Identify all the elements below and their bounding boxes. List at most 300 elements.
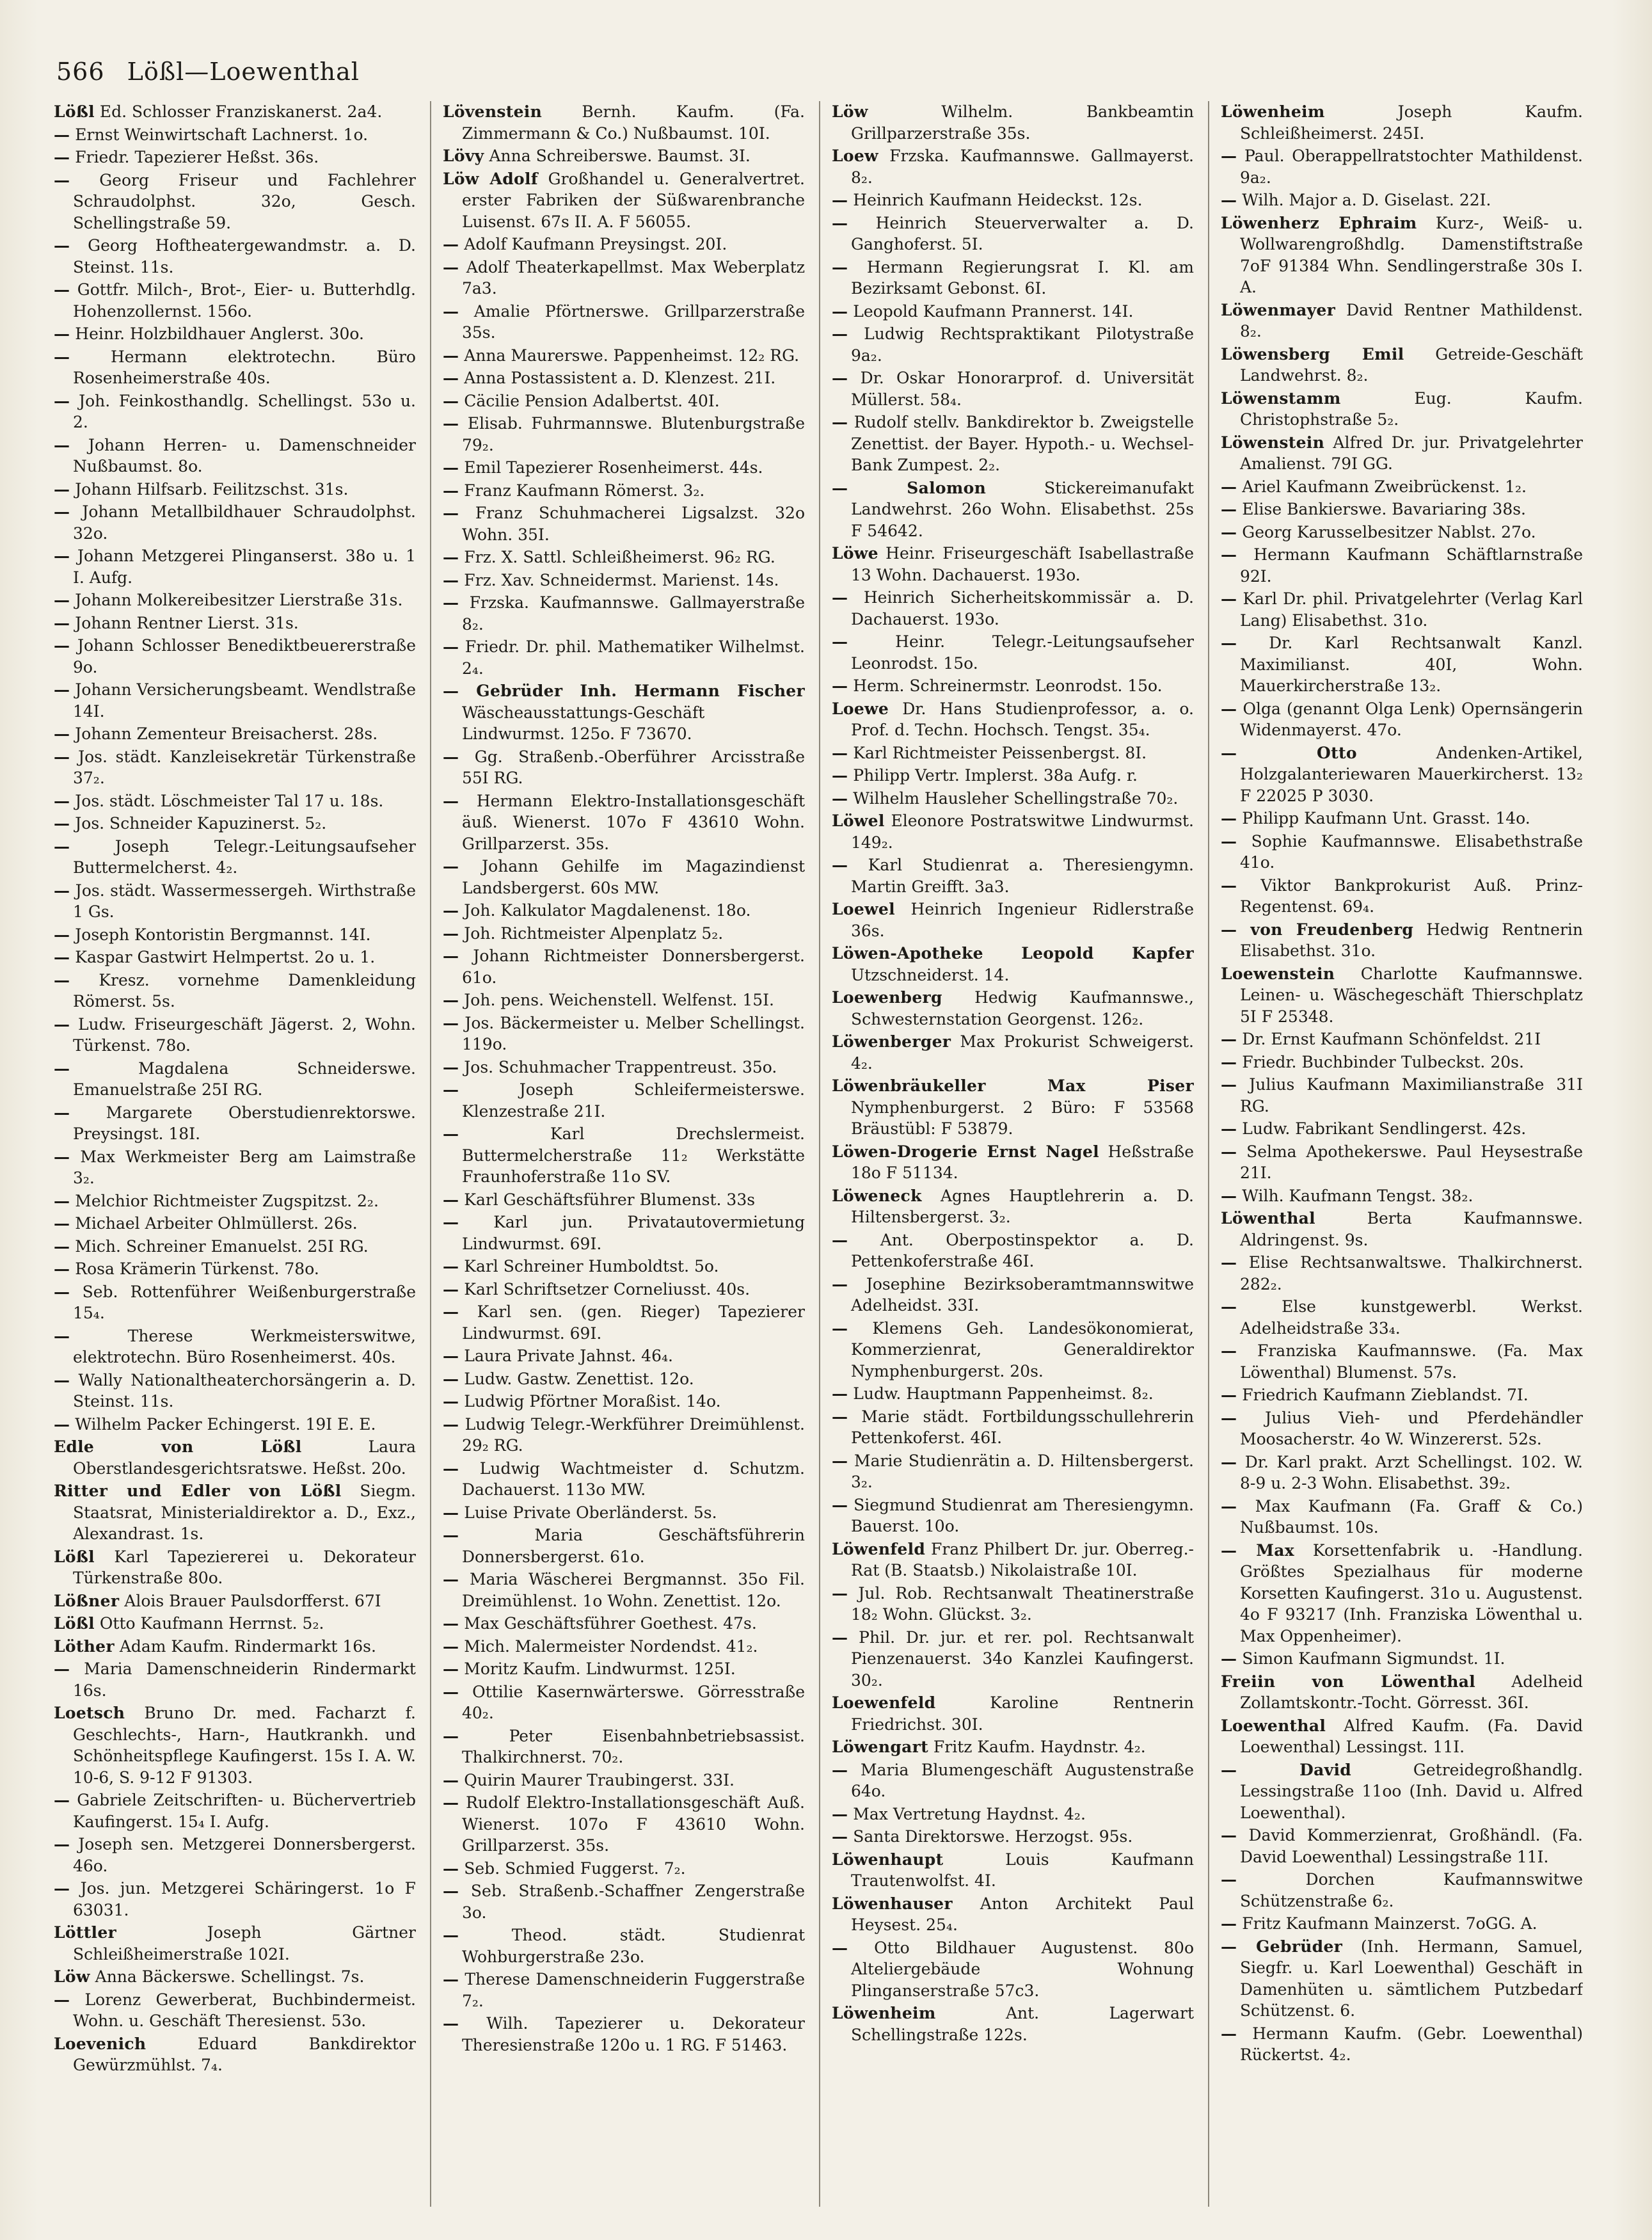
- entry-text: Joseph Gärtner Schleißheimerstraße 102I.: [73, 1923, 416, 1964]
- entry-text: Johann Versicherungsbeamt. Wendlstraße 14I.: [73, 680, 416, 721]
- directory-entry: [54, 1281, 416, 1324]
- entry-text: Friedrich Kaufmann Zieblandst. 7I.: [1242, 1386, 1529, 1404]
- directory-entry: [1221, 1074, 1583, 1117]
- entry-text: Elise Bankierswe. Bavariaring 38s.: [1242, 500, 1527, 518]
- directory-entry: [832, 212, 1194, 255]
- directory-entry: [1221, 1384, 1583, 1406]
- directory-entry: [54, 147, 416, 168]
- entry-heading: —: [54, 1879, 70, 1898]
- entry-heading: Loewenberg: [832, 988, 942, 1007]
- entry-heading: —: [832, 369, 848, 387]
- entry-text: Hermann Kaufmann Schäftlarnstraße 92I.: [1240, 545, 1583, 586]
- entry-text: Michael Arbeiter Ohlmüllerst. 26s.: [75, 1214, 358, 1233]
- entry-heading: — Gebrüder: [1221, 1937, 1343, 1956]
- directory-entry: [54, 1436, 416, 1479]
- directory-entry: [1221, 1715, 1583, 1758]
- entry-text: Louis Kaufmann Trautenwolfst. 4I.: [851, 1850, 1194, 1890]
- entry-text: Therese Werkmeisterswitwe, elektrotechn. Büro Rosenheimerst. 40s.: [73, 1326, 416, 1366]
- entry-text: Heinrich Ingenieur Ridlerstraße 36s.: [851, 900, 1194, 940]
- entry-text: Maria Wäscherei Bergmannst. 35o Fil. Dreimühlenst. 1o Wohn. Zenettist. 12o.: [462, 1570, 805, 1610]
- entry-heading: —: [54, 613, 70, 632]
- entry-heading: Löwengart: [832, 1738, 928, 1756]
- entry-text: Joseph Telegr.-Leitungsaufseher Buttermelcherst. 4₂.: [73, 836, 416, 877]
- entry-heading: Löw Adolf: [443, 169, 538, 188]
- entry-text: Margarete Oberstudienrektorswe. Preysingst. 18I.: [73, 1103, 416, 1143]
- entry-text: Siegm. Staatsrat, Ministerialdirektor a. D., Exz., Alexandrast. 1s.: [73, 1482, 416, 1543]
- directory-entry: [1221, 1759, 1583, 1824]
- entry-heading: —: [443, 1080, 459, 1099]
- entry-text: Berta Kaufmannswe. Aldringenst. 9s.: [1240, 1209, 1583, 1249]
- directory-entry: [54, 1613, 416, 1635]
- entry-text: Marie Studienrätin a. D. Hiltensbergerst. 3₂.: [851, 1451, 1194, 1491]
- entry-heading: —: [832, 1938, 848, 1957]
- entry-heading: —: [54, 1835, 70, 1853]
- directory-entry: [54, 1370, 416, 1412]
- directory-entry: [1221, 1913, 1583, 1935]
- directory-entry: [54, 746, 416, 789]
- running-head: Lößl—Loewenthal: [127, 58, 360, 86]
- directory-entry: [54, 1702, 416, 1788]
- directory-entry: [832, 1583, 1194, 1626]
- entry-text: Joseph Kontoristin Bergmannst. 14I.: [75, 925, 371, 944]
- directory-entry: [443, 1279, 805, 1300]
- entry-text: Andenken-Artikel, Holzgalanteriewaren Mauerkircherst. 13₂ F 22025 P 3030.: [1240, 743, 1583, 805]
- entry-text: Seb. Straßenb.-Schaffner Zengerstraße 3o.: [462, 1882, 805, 1922]
- directory-entry: [1221, 189, 1583, 211]
- directory-entry: [1221, 1825, 1583, 1868]
- entry-heading: —: [443, 1770, 459, 1789]
- entry-text: Josephine Bezirksoberamtmannswitwe Adelheidst. 33I.: [851, 1274, 1194, 1315]
- entry-text: Nymphenburgerst. 2 Büro: F 53568 Bräustübl: F 53879.: [851, 1098, 1194, 1138]
- entry-heading: Loewe: [832, 699, 889, 718]
- directory-entry: [1221, 1252, 1583, 1295]
- directory-entry: [54, 545, 416, 588]
- entry-heading: —: [832, 1804, 848, 1823]
- entry-text: Elisab. Fuhrmannswe. Blutenburgstraße 79₂.: [462, 414, 805, 454]
- entry-heading: —: [832, 1628, 848, 1647]
- directory-entry: [443, 390, 805, 412]
- entry-heading: —: [1221, 1386, 1237, 1404]
- entry-text: Eleonore Postratswitwe Lindwurmst. 149₂.: [851, 812, 1194, 852]
- entry-heading: —: [1221, 1075, 1237, 1094]
- directory-entry: [443, 1414, 805, 1457]
- directory-entry: [54, 1190, 416, 1212]
- entry-text: Adolf Theaterkapellmst. Max Weberplatz 7a3.: [462, 257, 805, 298]
- entry-heading: —: [832, 766, 848, 785]
- directory-entry: [443, 1880, 805, 1923]
- entry-heading: —: [832, 676, 848, 695]
- directory-entry: [1221, 831, 1583, 874]
- directory-entry: [443, 457, 805, 479]
- column-1: [54, 101, 416, 2226]
- directory-entry: [54, 1878, 416, 1921]
- directory-entry: [443, 1725, 805, 1768]
- entry-text: Jos. städt. Wassermessergeh. Wirthstraße 1 Gs.: [73, 881, 416, 921]
- entry-text: Alfred Dr. jur. Privatgelehrter Amalienst. 79I GG.: [1240, 433, 1583, 473]
- entry-text: Friedr. Buchbinder Tulbeckst. 20s.: [1242, 1052, 1524, 1071]
- entry-text: Santa Direktorswe. Herzogst. 95s.: [853, 1827, 1133, 1846]
- directory-entry: [1221, 2023, 1583, 2066]
- entry-heading: Löwenfeld: [832, 1539, 926, 1558]
- directory-entry: [1221, 1141, 1583, 1184]
- entry-heading: Loewenfeld: [832, 1693, 936, 1712]
- entry-text: Anna Postassistent a. D. Klenzest. 21I.: [464, 369, 776, 387]
- entry-text: Elise Rechtsanwaltswe. Thalkirchnerst. 282₂.: [1240, 1253, 1583, 1293]
- entry-heading: —: [1221, 1142, 1237, 1161]
- directory-entry: [443, 1123, 805, 1188]
- entry-heading: —: [443, 504, 459, 522]
- entry-text: Dr. Ernst Kaufmann Schönfeldst. 21I: [1242, 1030, 1541, 1048]
- directory-entry: [443, 301, 805, 344]
- directory-entry: [832, 899, 1194, 941]
- entry-heading: —: [443, 593, 459, 612]
- directory-entry: [54, 790, 416, 812]
- entry-text: Frz. Xav. Schneidermst. Marienst. 14s.: [464, 570, 779, 589]
- entry-heading: —: [443, 1190, 459, 1209]
- entry-text: Jos. jun. Metzgerei Schäringerst. 1o F 63031.: [73, 1879, 416, 1919]
- entry-heading: —: [1221, 1030, 1237, 1048]
- entry-heading: Loetsch: [54, 1704, 125, 1722]
- directory-entry: [1221, 632, 1583, 697]
- entry-heading: —: [832, 788, 848, 808]
- entry-text: Kaspar Gastwirt Helmpertst. 2o u. 1.: [75, 948, 376, 966]
- entry-text: Gg. Straßenb.-Oberführer Arcisstraße 55I RG.: [462, 747, 805, 787]
- entry-heading: Lövenstein: [443, 102, 543, 121]
- entry-heading: —: [832, 1384, 848, 1403]
- directory-entry: [1221, 919, 1583, 962]
- entry-heading: Löwenheim: [1221, 102, 1325, 121]
- entry-text: Rosa Krämerin Türkenst. 78o.: [75, 1260, 319, 1278]
- entry-text: Max Vertretung Haydnst. 4₂.: [853, 1804, 1086, 1823]
- entry-heading: —: [1221, 809, 1237, 828]
- entry-text: Melchior Richtmeister Zugspitzst. 2₂.: [75, 1191, 379, 1210]
- entry-text: Hermann elektrotechn. Büro Rosenheimerstraße 40s.: [73, 347, 416, 387]
- entry-text: Ludw. Fabrikant Sendlingerst. 42s.: [1242, 1119, 1527, 1138]
- directory-entry: [54, 1789, 416, 1832]
- entry-heading: —: [1221, 2024, 1237, 2043]
- entry-text: Maria Damenschneiderin Rindermarkt 16s.: [73, 1660, 416, 1700]
- entry-heading: —: [832, 324, 848, 343]
- entry-heading: —: [54, 814, 70, 833]
- directory-entry: [832, 477, 1194, 542]
- entry-text: Wally Nationaltheaterchorsängerin a. D. Steinst. 11s.: [73, 1370, 416, 1411]
- entry-text: Marie städt. Fortbildungsschullehrerin Pettenkoferst. 46I.: [851, 1407, 1194, 1447]
- entry-text: Adam Kaufm. Rindermarkt 16s.: [119, 1636, 376, 1656]
- entry-heading: Lößl: [54, 1614, 95, 1633]
- directory-entry: [54, 723, 416, 745]
- entry-heading: —: [832, 191, 848, 209]
- entry-text: Theod. städt. Studienrat Wohburgerstraße 23o.: [462, 1926, 805, 1966]
- directory-entry: [54, 1058, 416, 1101]
- entry-heading: Löwen-Apotheke Leopold Kapfer: [832, 944, 1194, 963]
- directory-entry: [832, 1274, 1194, 1316]
- directory-entry: [832, 854, 1194, 897]
- entry-text: Joseph Schleifermeisterswe. Klenzestraße 21I.: [462, 1080, 805, 1121]
- entry-text: Maria Blumengeschäft Augustenstraße 64o.: [851, 1760, 1194, 1800]
- entry-text: Heinr. Friseurgeschäft Isabellastraße 13 Wohn. Dachauerst. 193o.: [851, 544, 1194, 584]
- entry-heading: —: [832, 743, 848, 762]
- entry-text: Adelheid Zollamtskontr.-Tocht. Görresst. 36I.: [1240, 1672, 1583, 1712]
- directory-entry: [1221, 1540, 1583, 1647]
- entry-text: Stickereimanufakt Landwehrst. 26o Wohn. Elisabethst. 25s F 54642.: [851, 478, 1194, 540]
- directory-entry: [54, 1590, 416, 1612]
- directory-entry: [1221, 963, 1583, 1028]
- directory-entry: [443, 1012, 805, 1055]
- directory-entry: [832, 788, 1194, 810]
- entry-text: Max Kaufmann (Fa. Graff & Co.) Nußbaumst. 10s.: [1240, 1496, 1583, 1537]
- entry-heading: —: [54, 1791, 70, 1809]
- entry-heading: —: [832, 301, 848, 321]
- entry-text: Jos. Schneider Kapuzinerst. 5₂.: [75, 814, 327, 833]
- entry-heading: Löwenmayer: [1221, 300, 1336, 319]
- directory-entry: [1221, 588, 1583, 631]
- entry-text: Karl Tapeziererei u. Dekorateur Türkenstraße 80o.: [73, 1547, 416, 1587]
- entry-text: Paul. Oberappellratstochter Mathildenst. 9a₂.: [1240, 147, 1583, 187]
- directory-entry: [1221, 1496, 1583, 1539]
- entry-text: Wilhelm Packer Echingerst. 19I E. E.: [75, 1414, 376, 1434]
- entry-heading: —: [1221, 634, 1237, 652]
- directory-entry: [832, 698, 1194, 741]
- directory-entry: [54, 279, 416, 322]
- directory-entry: [1221, 1936, 1583, 2022]
- entry-text: Frz. X. Sattl. Schleißheimerst. 96₂ RG.: [464, 548, 775, 566]
- entry-heading: —: [443, 481, 459, 500]
- entry-heading: Loewenthal: [1221, 1716, 1326, 1735]
- entry-text: Joh. Kalkulator Magdalenenst. 18o.: [464, 901, 751, 920]
- directory-entry: [443, 480, 805, 502]
- entry-text: Hedwig Rentnerin Elisabethst. 31o.: [1240, 920, 1583, 960]
- directory-entry: [1221, 388, 1583, 431]
- entry-text: Johann Gehilfe im Magazindienst Landsbergerst. 60s MW.: [462, 857, 805, 897]
- entry-text: Max Geschäftsführer Goethest. 47s.: [464, 1614, 757, 1633]
- entry-heading: Löwenstein: [1221, 433, 1325, 452]
- entry-text: Jos. Bäckermeister u. Melber Schellingst. 119o.: [462, 1013, 805, 1053]
- entry-heading: —: [443, 1636, 459, 1656]
- directory-entry: [1221, 1648, 1583, 1670]
- entry-heading: —: [54, 479, 70, 499]
- directory-entry: [443, 1658, 805, 1680]
- entry-text: Jos. Schuhmacher Trappentreust. 35o.: [464, 1057, 777, 1076]
- entry-heading: Löw: [832, 102, 868, 121]
- directory-entry: [443, 1569, 805, 1612]
- entry-heading: — Gebrüder Inh. Hermann Fischer: [443, 682, 805, 700]
- entry-heading: Lövy: [443, 147, 484, 165]
- entry-text: Joh. pens. Weichenstell. Welfenst. 15I.: [464, 991, 774, 1009]
- entry-heading: —: [443, 1057, 459, 1076]
- entry-text: Quirin Maurer Traubingerst. 33I.: [464, 1770, 735, 1789]
- entry-heading: Edle von Lößl: [54, 1437, 302, 1456]
- entry-text: Dr. Oskar Honorarprof. d. Universität Müllerst. 58₄.: [851, 369, 1194, 409]
- directory-entry: [54, 1834, 416, 1876]
- directory-entry: [54, 679, 416, 722]
- entry-text: Franziska Kaufmannswe. (Fa. Max Löwenthal) Blumenst. 57s.: [1240, 1341, 1583, 1382]
- directory-entry: [54, 1325, 416, 1368]
- directory-entry: [1221, 1671, 1583, 1714]
- entry-text: Alfred Kaufm. (Fa. David Loewenthal) Lessingst. 11I.: [1240, 1716, 1583, 1756]
- entry-text: Wilhelm. Bankbeamtin Grillparzerstraße 35s.: [851, 102, 1194, 143]
- entry-text: Selma Apothekerswe. Paul Heysestraße 21I.: [1240, 1142, 1583, 1182]
- entry-text: Johann Herren- u. Damenschneider Nußbaumst. 8o.: [73, 435, 416, 476]
- entry-heading: Löttler: [54, 1923, 117, 1942]
- entry-text: Else kunstgewerbl. Werkst. Adelheidstraße 33₄.: [1240, 1297, 1583, 1338]
- entry-text: Max Prokurist Schweigerst. 4₂.: [851, 1032, 1194, 1073]
- entry-heading: —: [1221, 1408, 1237, 1427]
- entry-heading: —: [1221, 1826, 1237, 1844]
- entry-heading: —: [832, 856, 848, 874]
- entry-heading: —: [54, 435, 70, 454]
- entry-text: Johann Metallbildhauer Schraudolphst. 32o.: [73, 502, 416, 543]
- directory-entry: [443, 1524, 805, 1567]
- directory-entry: [832, 742, 1194, 764]
- entry-text: Ludw. Hauptmann Pappenheimst. 8₂.: [853, 1384, 1154, 1403]
- directory-entry: [54, 813, 416, 835]
- entry-heading: —: [54, 1014, 70, 1034]
- entry-heading: Löwenthal: [1221, 1209, 1315, 1228]
- entry-heading: —: [1221, 545, 1237, 564]
- entry-heading: —: [54, 391, 70, 410]
- entry-heading: —: [443, 857, 459, 876]
- column-4: [1221, 101, 1583, 2226]
- entry-heading: —: [54, 125, 70, 144]
- entry-heading: —: [54, 1414, 70, 1434]
- entry-heading: —: [443, 1682, 459, 1701]
- directory-entry: [443, 1858, 805, 1880]
- entry-heading: —: [832, 1827, 848, 1846]
- entry-text: Wilh. Major a. D. Giselast. 22I.: [1242, 191, 1491, 209]
- directory-entry: [832, 323, 1194, 366]
- entry-text: Joseph Kaufm. Schleißheimerst. 245I.: [1240, 102, 1583, 143]
- directory-entry: [54, 2033, 416, 2076]
- entry-text: Frzska. Kaufmannswe. Gallmayerst. 8₂.: [851, 147, 1194, 187]
- entry-heading: Loewenstein: [1221, 964, 1335, 983]
- entry-heading: —: [443, 1347, 459, 1365]
- entry-text: Herm. Schreinermstr. Leonrodst. 15o.: [853, 676, 1163, 695]
- entry-heading: Löwen-Drogerie Ernst Nagel: [832, 1142, 1099, 1161]
- directory-entry: [54, 880, 416, 923]
- entry-heading: —: [54, 1103, 70, 1122]
- directory-entry: [443, 413, 805, 456]
- entry-text: Johann Hilfsarb. Feilitzschst. 31s.: [75, 479, 349, 499]
- entry-text: Therese Damenschneiderin Fuggerstraße 7₂.: [462, 1970, 805, 2010]
- entry-heading: —: [54, 1059, 70, 1078]
- entry-text: Sophie Kaufmannswe. Elisabethstraße 41o.: [1240, 831, 1583, 872]
- entry-text: Joseph sen. Metzgerei Donnersbergerst. 46o.: [73, 1835, 416, 1875]
- entry-text: Friedr. Dr. phil. Mathematiker Wilhelmst. 2₄.: [462, 637, 805, 678]
- directory-entry: [832, 1937, 1194, 2002]
- directory-entry: [443, 636, 805, 679]
- directory-entry: [54, 1146, 416, 1189]
- entry-heading: —: [54, 925, 70, 944]
- entry-heading: —: [1221, 522, 1237, 541]
- entry-heading: —: [1221, 699, 1237, 718]
- directory-entry: [443, 680, 805, 745]
- entry-heading: —: [443, 1414, 459, 1434]
- directory-entry: [832, 412, 1194, 476]
- entry-text: Karl Schriftsetzer Corneliusst. 40s.: [464, 1279, 751, 1299]
- directory-entry: [443, 1368, 805, 1390]
- entry-heading: —: [443, 1124, 459, 1143]
- entry-heading: —: [54, 1660, 70, 1678]
- directory-entry: [832, 631, 1194, 674]
- directory-entry: [832, 301, 1194, 323]
- entry-heading: — von Freudenberg: [1221, 920, 1414, 939]
- entry-text: Karl Dr. phil. Privatgelehrter (Verlag Karl Lang) Elisabethst. 31o.: [1240, 589, 1583, 630]
- entry-text: Ludwig Wachtmeister d. Schutzm. Dachauerst. 113o MW.: [462, 1459, 805, 1499]
- entry-text: Ludwig Rechtspraktikant Pilotystraße 9a₂.: [851, 324, 1194, 365]
- directory-entry: [54, 1258, 416, 1280]
- entry-text: Johann Metzgerei Plinganserst. 38o u. 1 I. Aufg.: [73, 547, 416, 587]
- directory-entry: [1221, 212, 1583, 298]
- directory-entry: [443, 1792, 805, 1857]
- entry-text: Karl Studienrat a. Theresiengymn. Martin Greifft. 3a3.: [851, 856, 1194, 896]
- entry-text: Friedr. Tapezierer Heßst. 36s.: [75, 148, 319, 166]
- directory-entry: [54, 1014, 416, 1057]
- entry-text: Franz Philbert Dr. jur. Oberreg.-Rat (B. Staatsb.) Nikolaistraße 10I.: [851, 1539, 1194, 1580]
- directory-entry: [832, 1075, 1194, 1140]
- directory-entry: [54, 924, 416, 946]
- directory-entry: [54, 235, 416, 278]
- entry-text: Heinr. Telegr.-Leitungsaufseher Leonrodst. 15o.: [851, 632, 1194, 673]
- entry-heading: —: [832, 632, 848, 651]
- entry-heading: —: [443, 1526, 459, 1544]
- entry-heading: —: [54, 1191, 70, 1210]
- entry-heading: —: [443, 991, 459, 1009]
- entry-text: Utzschneiderst. 14.: [851, 965, 1010, 984]
- directory-entry: [443, 746, 805, 789]
- directory-entry: [443, 1924, 805, 1967]
- entry-text: Korsettenfabrik u. -Handlung. Größtes Spezialhaus für moderne Korsetten Kaufingerst. 31o u. Augustenst. 4o F 93217 (Inh. Franziska Löwenthal u. Max Oppenheimer).: [1240, 1540, 1583, 1645]
- directory-entry: [1221, 698, 1583, 741]
- directory-entry: [54, 1414, 416, 1436]
- entry-text: Ant. Lagerwart Schellingstraße 122s.: [851, 2004, 1194, 2044]
- directory-entry: [54, 501, 416, 544]
- entry-heading: Löwenheim: [832, 2004, 936, 2022]
- entry-text: Mich. Malermeister Nordendst. 41₂.: [464, 1636, 758, 1656]
- directory-entry: [54, 1658, 416, 1701]
- directory-entry: [832, 257, 1194, 300]
- entry-heading: —: [443, 1279, 459, 1299]
- entry-heading: —: [1221, 1297, 1237, 1316]
- entry-heading: —: [54, 881, 70, 900]
- directory-entry: [1221, 300, 1583, 342]
- entry-text: Eduard Bankdirektor Gewürzmühlst. 7₄.: [73, 2034, 416, 2074]
- directory-entry: [443, 1770, 805, 1791]
- entry-text: Simon Kaufmann Sigmundst. 1I.: [1242, 1649, 1505, 1668]
- entry-heading: —: [443, 257, 459, 276]
- entry-heading: —: [443, 791, 459, 810]
- entry-text: Johann Schlosser Benediktbeuererstraße 9o.: [73, 636, 416, 676]
- directory-entry: [1221, 101, 1583, 144]
- entry-text: Phil. Dr. jur. et rer. pol. Rechtsanwalt Pienzenauerst. 34o Kanzlei Kaufingerst. 30₂.: [851, 1628, 1194, 1690]
- entry-heading: —: [443, 1926, 459, 1944]
- directory-entry: [443, 1057, 805, 1078]
- entry-heading: Löwenbräukeller Max Piser: [832, 1076, 1194, 1095]
- entry-heading: —: [54, 1370, 70, 1389]
- entry-heading: —: [443, 346, 459, 365]
- entry-heading: —: [54, 1282, 70, 1301]
- entry-text: Laura Private Jahnst. 46₄.: [464, 1347, 673, 1365]
- entry-text: Kresz. vornehme Damenkleidung Römerst. 5s.: [73, 970, 416, 1011]
- entry-heading: —: [443, 414, 459, 433]
- entry-heading: —: [1221, 1253, 1237, 1272]
- entry-heading: —: [54, 747, 70, 766]
- entry-text: Georg Friseur und Fachlehrer Schraudolphst. 32o, Gesch. Schellingstraße 59.: [73, 170, 416, 232]
- directory-entry: [832, 2003, 1194, 2045]
- entry-heading: Löwenberger: [832, 1032, 951, 1051]
- entry-heading: —: [1221, 191, 1237, 209]
- entry-text: Karl Drechslermeist. Buttermelcherstraße 11₂ Werkstätte Fraunhoferstraße 11o SV.: [462, 1124, 805, 1186]
- directory-entry: [832, 1539, 1194, 1581]
